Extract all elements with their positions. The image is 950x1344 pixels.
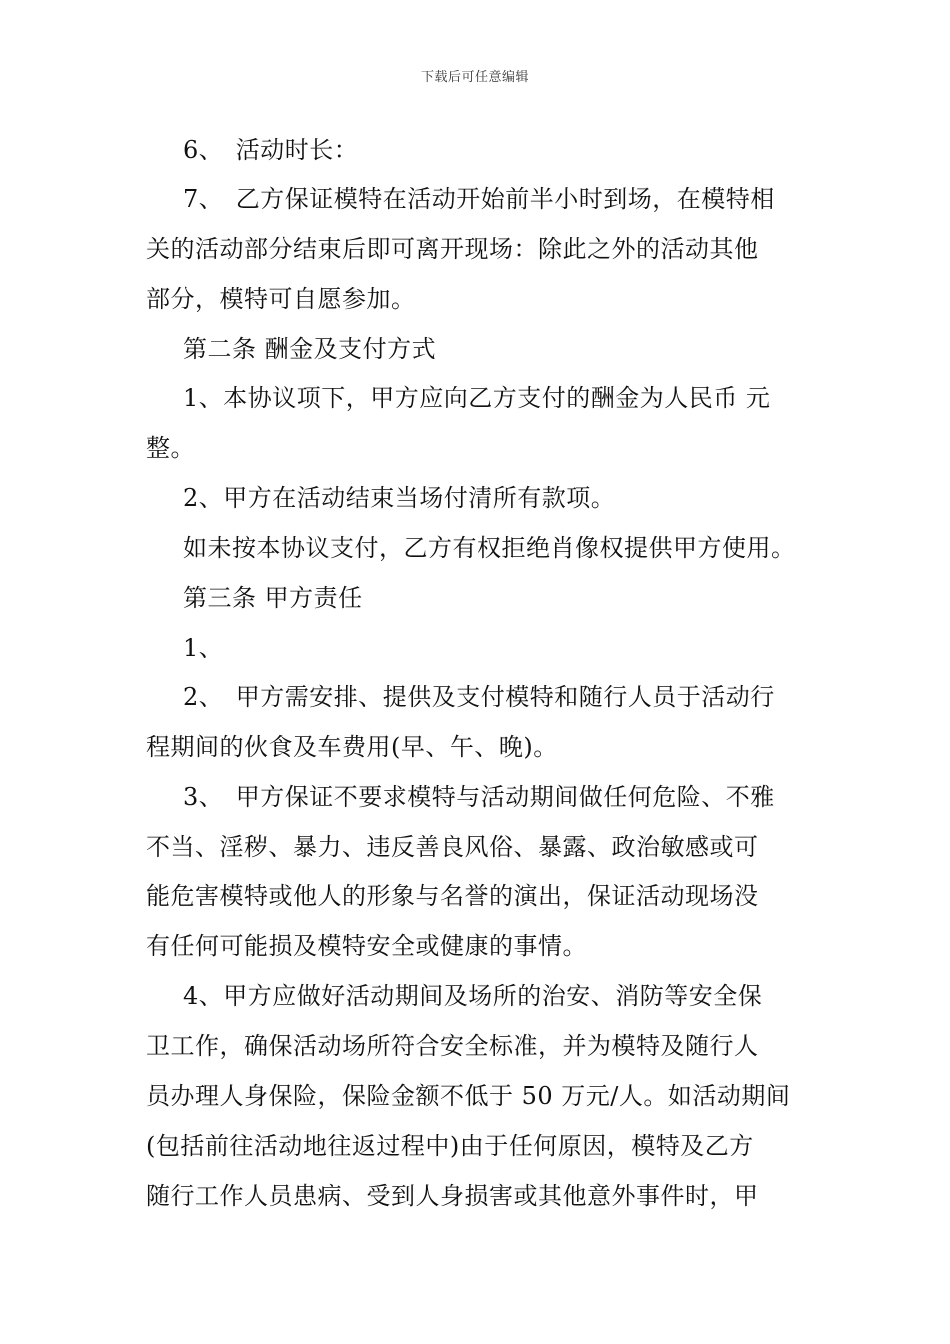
article-3-item-4-line-1: 4、甲方应做好活动期间及场所的治安、消防等安全保	[183, 982, 763, 1010]
article-3-item-2-line-1: 2、 甲方需安排、提供及支付模特和随行人员于活动行	[183, 683, 775, 711]
article-2-heading: 第二条 酬金及支付方式	[183, 335, 437, 363]
article-2-item-2: 2、甲方在活动结束当场付清所有款项。	[183, 484, 616, 512]
article-3-item-4-line-4: (包括前往活动地往返过程中)由于任何原因，模特及乙方	[146, 1132, 754, 1160]
article-3-item-3-line-3: 能危害模特或他人的形象与名誉的演出，保证活动现场没	[146, 882, 759, 910]
clause-7-line-3: 部分，模特可自愿参加。	[146, 285, 416, 313]
article-3-item-3-line-1: 3、 甲方保证不要求模特与活动期间做任何危险、不雅	[183, 783, 775, 811]
article-3-item-3-line-4: 有任何可能损及模特安全或健康的事情。	[146, 932, 587, 960]
clause-7-line-1: 7、 乙方保证模特在活动开始前半小时到场，在模特相	[183, 185, 775, 213]
article-3-item-4-line-2: 卫工作，确保活动场所符合安全标准，并为模特及随行人	[146, 1032, 759, 1060]
article-2-payment-note: 如未按本协议支付，乙方有权拒绝肖像权提供甲方使用。	[183, 534, 796, 562]
article-3-item-4-line-5: 随行工作人员患病、受到人身损害或其他意外事件时，甲	[146, 1182, 759, 1210]
clause-7-line-2: 关的活动部分结束后即可离开现场：除此之外的活动其他	[146, 235, 759, 263]
article-2-item-1-line-2: 整。	[146, 434, 195, 462]
article-3-item-3-line-2: 不当、淫秽、暴力、违反善良风俗、暴露、政治敏感或可	[146, 833, 759, 861]
article-3-item-1: 1、	[183, 634, 224, 662]
article-2-item-1-line-1: 1、本协议项下，甲方应向乙方支付的酬金为人民币 元	[183, 384, 771, 412]
article-3-item-4-line-3: 员办理人身保险，保险金额不低于 50 万元/人。如活动期间	[146, 1082, 791, 1110]
article-3-heading: 第三条 甲方责任	[183, 584, 363, 612]
article-3-item-2-line-2: 程期间的伙食及车费用(早、午、晚)。	[146, 733, 558, 761]
page-header: 下载后可任意编辑	[420, 70, 529, 85]
clause-6-activity-duration: 6、 活动时长：	[183, 136, 359, 164]
